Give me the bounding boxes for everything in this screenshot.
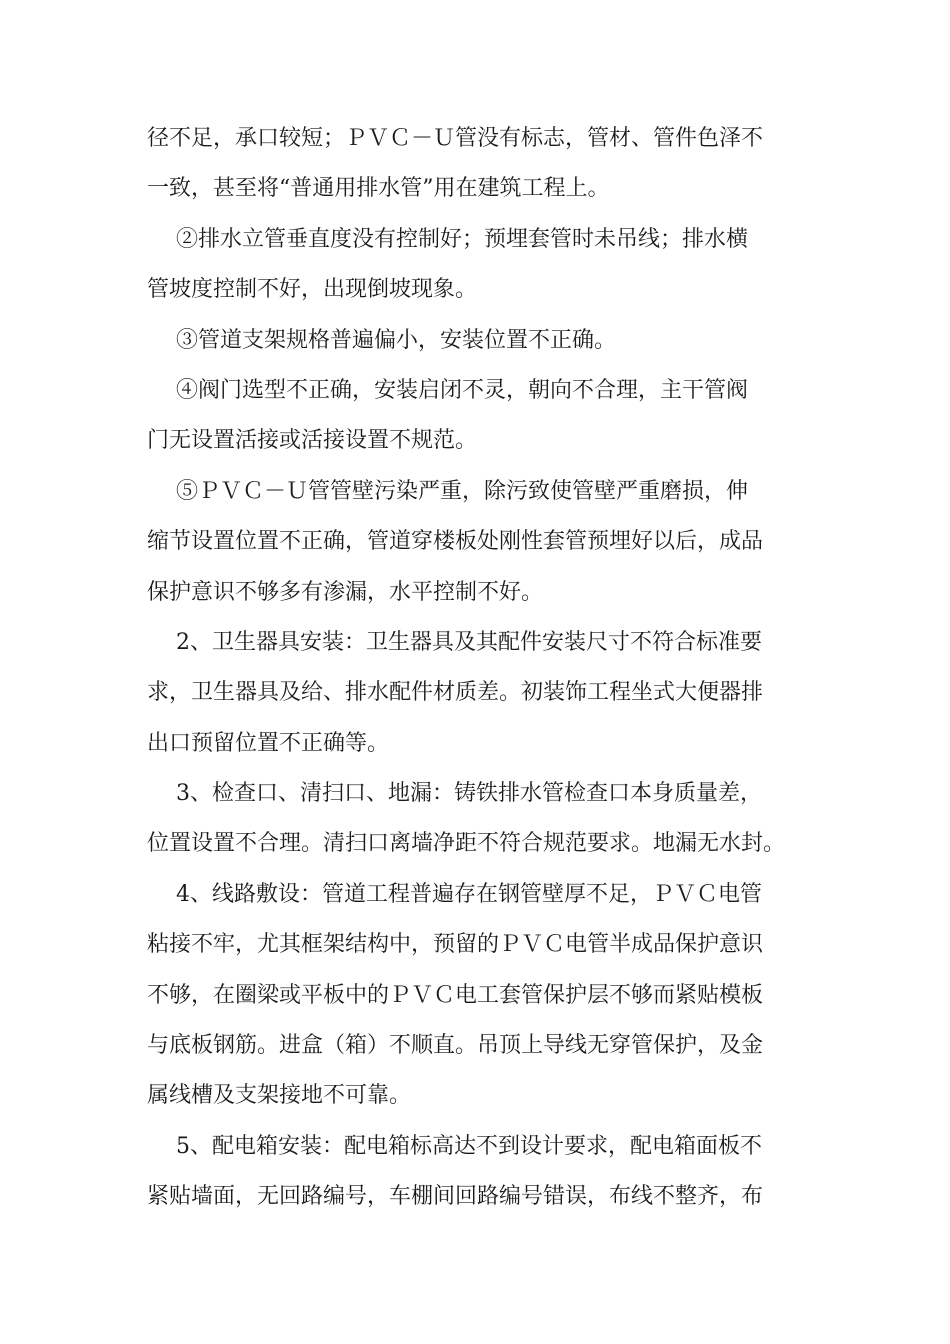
text-line: 保护意识不够多有渗漏，水平控制不好。 [147, 579, 544, 605]
text-line: 出口预留位置不正确等。 [147, 730, 390, 756]
text-line: ②排水立管垂直度没有控制好；预埋套管时未吊线；排水横 [176, 226, 749, 252]
text-line: ⑤ＰＶＣ－Ｕ管管壁污染严重，除污致使管壁严重磨损，伸 [176, 478, 749, 504]
text-line: 门无设置活接或活接设置不规范。 [147, 428, 478, 454]
text-line: 管坡度控制不好，出现倒坡现象。 [147, 277, 478, 303]
body-text [147, 114, 817, 1223]
text-line: 缩节设置位置不正确，管道穿楼板处刚性套管预埋好以后，成品 [147, 529, 764, 555]
text-line: 不够，在圈梁或平板中的ＰＶＣ电工套管保护层不够而紧贴模板 [147, 982, 764, 1008]
text-line: 求，卫生器具及给、排水配件材质差。初装饰工程坐式大便器排 [147, 680, 764, 706]
text-line: ④阀门选型不正确，安装启闭不灵，朝向不合理，主干管阀 [176, 377, 749, 403]
text-line: ③管道支架规格普遍偏小，安装位置不正确。 [176, 327, 617, 353]
text-line: 5、配电箱安装：配电箱标高达不到设计要求，配电箱面板不 [176, 1133, 762, 1159]
text-line: 粘接不牢，尤其框架结构中，预留的ＰＶＣ电管半成品保护意识 [147, 932, 764, 958]
text-line: 紧贴墙面，无回路编号，车棚间回路编号错误，布线不整齐，布 [147, 1184, 764, 1210]
text-line: 属线槽及支架接地不可靠。 [147, 1083, 412, 1109]
text-line: 一致，甚至将“普通用排水管”用在建筑工程上。 [147, 176, 610, 202]
text-line: 与底板钢筋。进盒（箱）不顺直。吊顶上导线无穿管保护，及金 [147, 1033, 764, 1059]
text-line: 2、卫生器具安装：卫生器具及其配件安装尺寸不符合标准要 [176, 629, 762, 655]
text-line: 4、线路敷设：管道工程普遍存在钢管壁厚不足，ＰＶＣ电管 [176, 881, 762, 907]
text-line: 3、检查口、清扫口、地漏：铸铁排水管检查口本身质量差， [176, 781, 762, 807]
text-line: 位置设置不合理。清扫口离墙净距不符合规范要求。地漏无水封。 [147, 831, 786, 857]
text-line: 径不足，承口较短；ＰＶＣ－Ｕ管没有标志，管材、管件色泽不 [147, 126, 764, 151]
